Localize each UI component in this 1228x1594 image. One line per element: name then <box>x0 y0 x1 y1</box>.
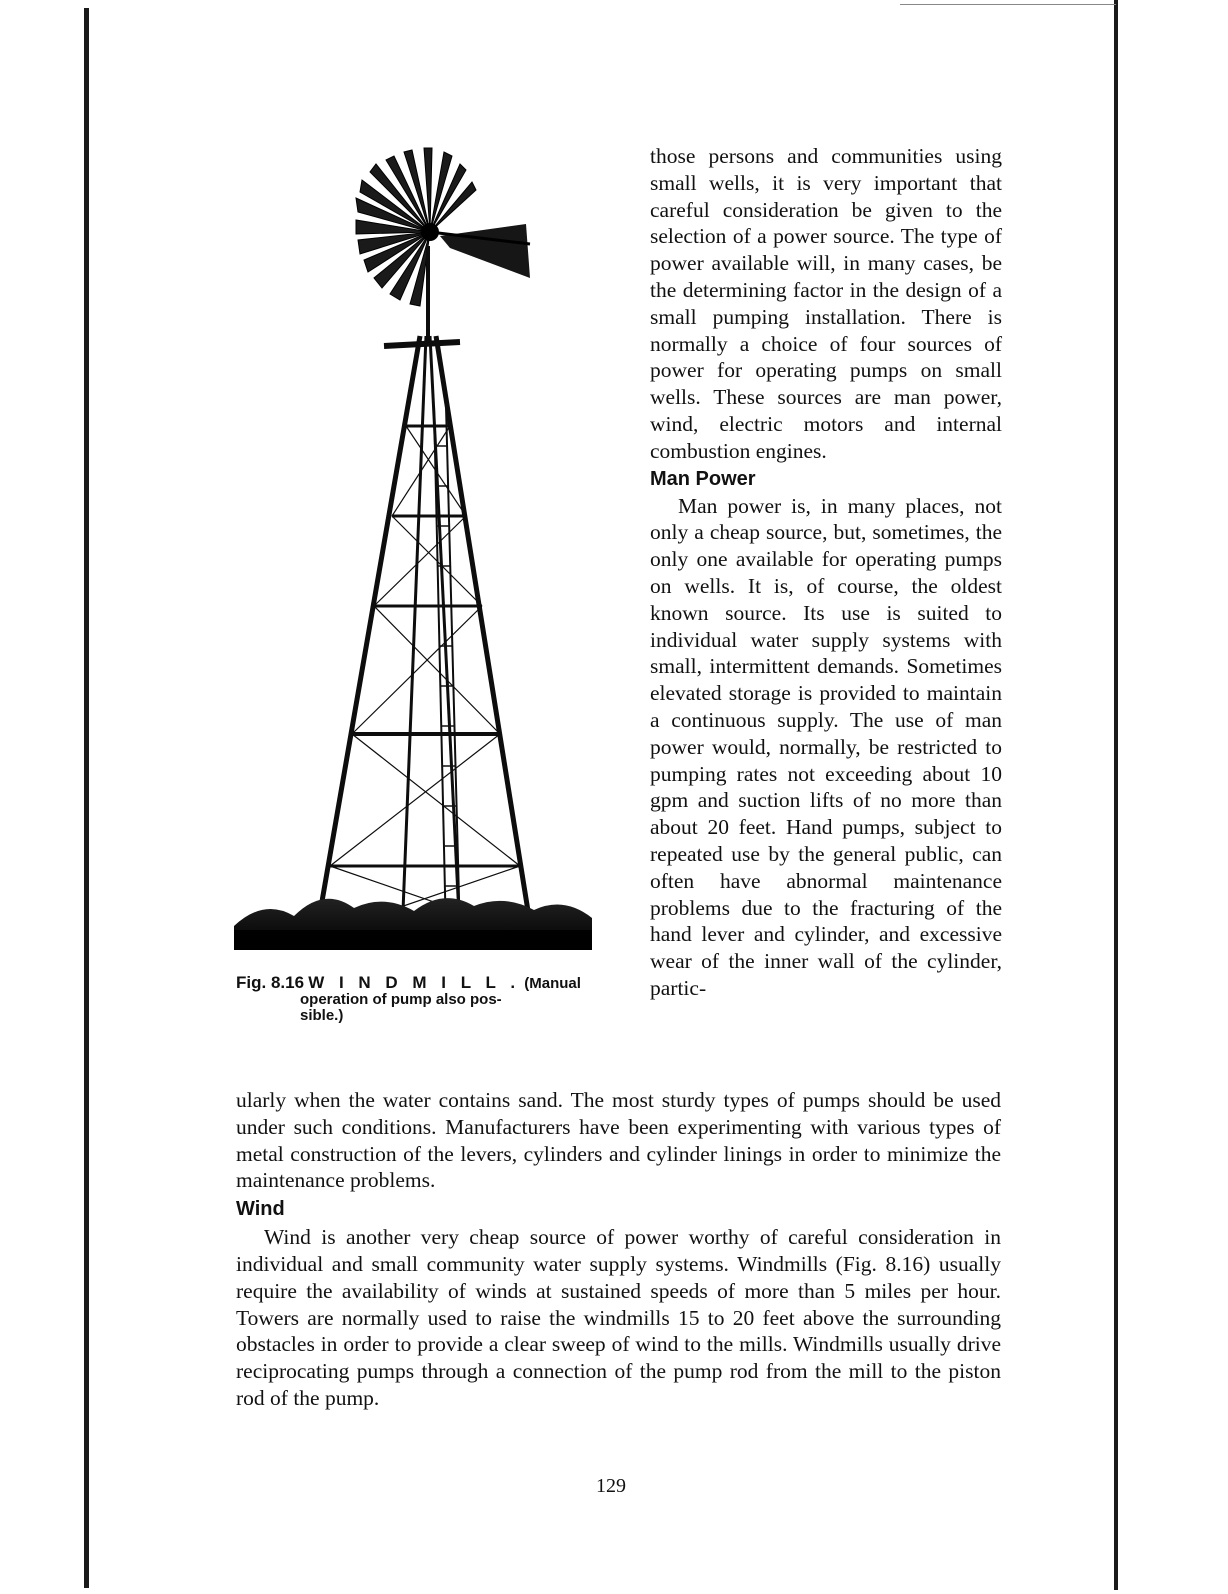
figure-title: W I N D M I L L . <box>308 973 521 992</box>
page-number: 129 <box>596 1475 626 1497</box>
section-heading-man-power: Man Power <box>650 467 756 490</box>
section-heading-wind: Wind <box>236 1198 285 1221</box>
full-width-text <box>236 1087 1001 1412</box>
man-power-continued: ularly when the water contains sand. The most sturdy types of pumps should be used under such conditions. Manufacturers have been experimenting with various types of metal construction of the levers, cylinders and cylinder linings in order to minimize the maintenance problems. <box>236 1088 1001 1193</box>
windmill-photo <box>234 146 592 950</box>
wind-paragraph: Wind is another very cheap source of power worthy of careful consideration in individual and small community water supply systems. Windmills (Fig. 8.16) usually require the availability of winds at sustained speeds of more than 5 miles per hour. Towers are normally used to raise the windmills 15 to 20 feet above the surrounding obstacles in order to provide a clear sweep of wind to the mills. Windmills usually drive reciprocating pumps through a connection of the pump rod from the mill to the piston rod of the pump. <box>236 1225 1001 1410</box>
caption-text-1: (Manual <box>524 975 581 992</box>
right-column <box>650 143 1002 1002</box>
left-margin-rule <box>84 8 89 1588</box>
intro-paragraph: those persons and communities using small wells, it is very important that careful consideration be given to the selection of a power source. The type of power available will, in many cases, be the determining factor in the design of a small pumping installation. There is normally a choice of four sources of power for operating pumps on small wells. These sources are man power, wind, electric motors and internal combustion engines. <box>650 144 1002 463</box>
caption-text-2: operation of pump also pos- <box>300 991 502 1008</box>
figure-caption <box>236 975 606 1024</box>
top-rule <box>900 4 1116 5</box>
caption-text-3: sible.) <box>300 1007 344 1024</box>
right-margin-rule <box>1114 0 1118 1590</box>
figure-number: Fig. 8.16 <box>236 973 305 992</box>
man-power-paragraph: Man power is, in many places, not only a cheap source, but, sometimes, the only one available for operating pumps on wells. It is, of course, the oldest known source. Its use is suited to individual water supply systems with small, intermittent demands. Sometimes elevated storage is provided to maintain a continuous supply. The use of man power would, normally, be restricted to pumping rates not exceeding about 10 gpm and suction lifts of no more than about 20 feet. Hand pumps, subject to repeated use by the general public, can often have abnormal maintenance problems due to the fracturing of the hand lever and cylinder, and excessive wear of the inner wall of the cylinder, partic- <box>650 493 1002 1000</box>
